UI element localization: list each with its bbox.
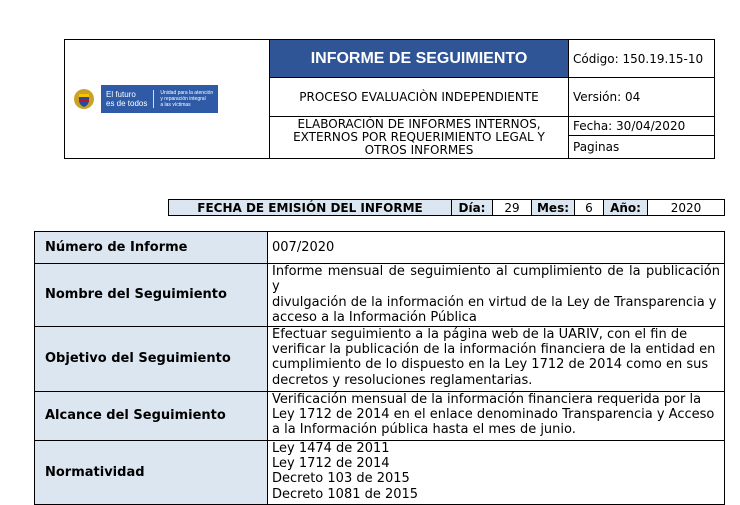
list-item: Ley 1474 de 2011 <box>272 440 390 456</box>
nombre-label: Nombre del Seguimiento <box>35 264 268 327</box>
list-item: Ley 1712 de 2014 <box>272 456 390 472</box>
normatividad-label: Normatividad <box>35 440 268 504</box>
paginas: Paginas <box>569 136 715 159</box>
logo-sub-3: a las víctimas <box>160 102 191 108</box>
mes-value: 6 <box>575 200 604 216</box>
logo-sub-1: Unidad para la atención <box>160 90 214 96</box>
normatividad-value <box>268 440 725 504</box>
logo-text-2: es de todos <box>106 99 148 108</box>
anio-value: 2020 <box>648 200 725 216</box>
report-title: INFORME DE SEGUIMIENTO <box>270 40 569 78</box>
dia-label: Día: <box>452 200 493 216</box>
list-item: Decreto 103 de 2015 <box>272 471 410 487</box>
table-row <box>35 440 725 504</box>
version: Versión: 04 <box>569 78 715 117</box>
objetivo-label: Objetivo del Seguimiento <box>35 326 268 391</box>
alcance-value: Verificación mensual de la información financiera requerida por la Ley 1712 de 2014 en el enlace denominado Transparencia y Acceso a la Información pública hasta el mes de junio. <box>268 391 725 440</box>
anio-label: Año: <box>604 200 648 216</box>
logo-sub-2: y reparación integral <box>160 96 206 102</box>
table-row <box>35 232 725 264</box>
codigo: Código: 150.19.15-10 <box>569 40 715 78</box>
elaboracion: ELABORACIÓN DE INFORMES INTERNOS, EXTERNOS POR REQUERIMIENTO LEGAL Y OTROS INFORMES <box>270 117 569 159</box>
nombre-value: Informe mensual de seguimiento al cumplimiento de la publicación y divulgación de la información en virtud de la Ley de Transparencia y acceso a la Información Pública <box>268 264 725 327</box>
emission-date-table <box>168 199 725 216</box>
logo-text-1: El futuro <box>106 90 136 99</box>
report-info-table <box>34 231 725 505</box>
table-row <box>35 264 725 327</box>
document-header <box>64 39 715 159</box>
logo-cell <box>65 40 270 159</box>
proceso: PROCESO EVALUACIÒN INDEPENDIENTE <box>270 78 569 117</box>
alcance-label: Alcance del Seguimiento <box>35 391 268 440</box>
mes-label: Mes: <box>532 200 575 216</box>
logo-band <box>101 85 218 113</box>
table-row <box>35 391 725 440</box>
numero-value: 007/2020 <box>268 232 725 264</box>
dia-value: 29 <box>493 200 532 216</box>
list-item: Decreto 1081 de 2015 <box>272 486 419 502</box>
numero-label: Número de Informe <box>35 232 268 264</box>
coat-of-arms-icon <box>73 88 95 110</box>
fecha: Fecha: 30/04/2020 <box>569 117 715 136</box>
objetivo-value: Efectuar seguimiento a la página web de la UARIV, con el fin de verificar la publicación de la información financiera de la entidad en cumplimiento de lo dispuesto en la Ley 1712 de 2014 como en sus decretos y resoluciones reglamentarias. <box>268 326 725 391</box>
emision-label: FECHA DE EMISIÓN DEL INFORME <box>169 200 452 216</box>
table-row <box>35 326 725 391</box>
